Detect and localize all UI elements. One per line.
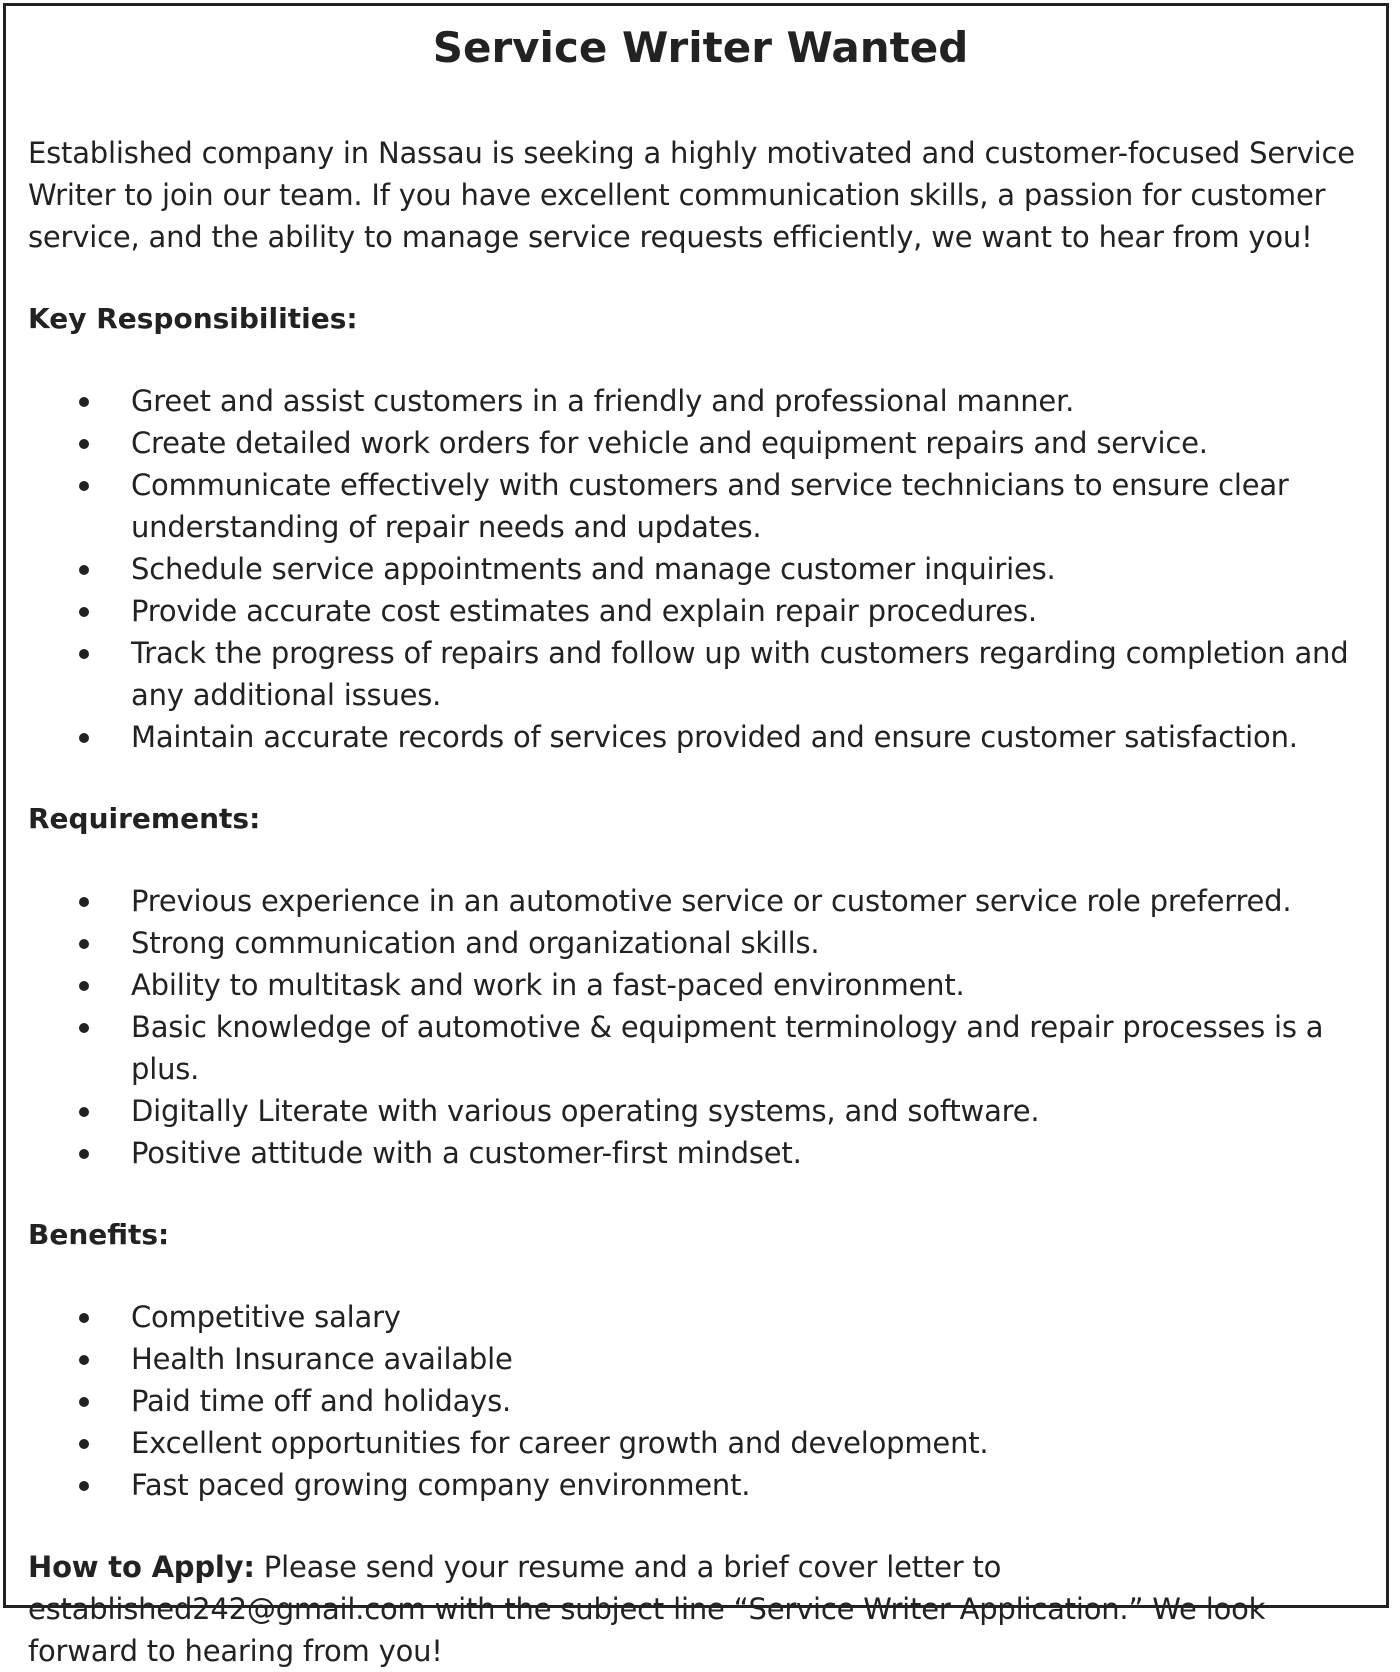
- list-item: Maintain accurate records of services provided and ensure customer satisfaction.: [28, 716, 1373, 758]
- bullet-icon: [79, 1023, 89, 1033]
- requirements-list: [28, 880, 1373, 1174]
- bullet-icon: [79, 733, 89, 743]
- bullet-icon: [79, 481, 89, 491]
- list-item: Provide accurate cost estimates and explain repair procedures.: [28, 590, 1373, 632]
- list-item: Track the progress of repairs and follow up with customers regarding completion and any additional issues.: [28, 632, 1373, 716]
- benefits-heading: Benefits:: [28, 1218, 170, 1251]
- responsibilities-heading: Key Responsibilities:: [28, 302, 358, 335]
- how-to-apply: [28, 1546, 1373, 1672]
- list-item: Competitive salary: [28, 1296, 1373, 1338]
- list-item: Previous experience in an automotive service or customer service role preferred.: [28, 880, 1373, 922]
- bullet-icon: [79, 1355, 89, 1365]
- list-item: Schedule service appointments and manage customer inquiries.: [28, 548, 1373, 590]
- bullet-icon: [79, 565, 89, 575]
- bullet-icon: [79, 1397, 89, 1407]
- how-to-apply-label: How to Apply:: [28, 1550, 255, 1584]
- responsibilities-list: [28, 380, 1373, 758]
- bullet-icon: [79, 649, 89, 659]
- bullet-icon: [79, 939, 89, 949]
- bullet-icon: [79, 1107, 89, 1117]
- bullet-icon: [79, 397, 89, 407]
- list-item: Basic knowledge of automotive & equipment terminology and repair processes is a plus.: [28, 1006, 1373, 1090]
- requirements-heading: Requirements:: [28, 802, 261, 835]
- how-to-apply-text: Please send your resume and a brief cover letter to established242@gmail.com with the subject line “Service Writer Application.” We look forward to hearing from you!: [28, 1550, 1266, 1668]
- bullet-icon: [79, 1481, 89, 1491]
- list-item: Health Insurance available: [28, 1338, 1373, 1380]
- list-item: Excellent opportunities for career growth and development.: [28, 1422, 1373, 1464]
- intro-paragraph: Established company in Nassau is seeking a highly motivated and customer-focused Service Writer to join our team. If you have excellent communication skills, a passion for customer service, and the ability to manage service requests efficiently, we want to hear from you!: [28, 136, 1355, 254]
- bullet-icon: [79, 981, 89, 991]
- bullet-icon: [79, 1149, 89, 1159]
- bullet-icon: [79, 897, 89, 907]
- list-item: Digitally Literate with various operating systems, and software.: [28, 1090, 1373, 1132]
- bullet-icon: [79, 439, 89, 449]
- list-item: Communicate effectively with customers and service technicians to ensure clear understanding of repair needs and updates.: [28, 464, 1373, 548]
- list-item: Create detailed work orders for vehicle and equipment repairs and service.: [28, 422, 1373, 464]
- list-item: Ability to multitask and work in a fast-paced environment.: [28, 964, 1373, 1006]
- benefits-list: [28, 1296, 1373, 1506]
- list-item: Paid time off and holidays.: [28, 1380, 1373, 1422]
- list-item: Strong communication and organizational skills.: [28, 922, 1373, 964]
- page-title: Service Writer Wanted: [432, 23, 969, 72]
- list-item: Fast paced growing company environment.: [28, 1464, 1373, 1506]
- list-item: Positive attitude with a customer-first mindset.: [28, 1132, 1373, 1174]
- job-posting: [28, 20, 1373, 1672]
- list-item: Greet and assist customers in a friendly and professional manner.: [28, 380, 1373, 422]
- bullet-icon: [79, 607, 89, 617]
- bullet-icon: [79, 1439, 89, 1449]
- bullet-icon: [79, 1313, 89, 1323]
